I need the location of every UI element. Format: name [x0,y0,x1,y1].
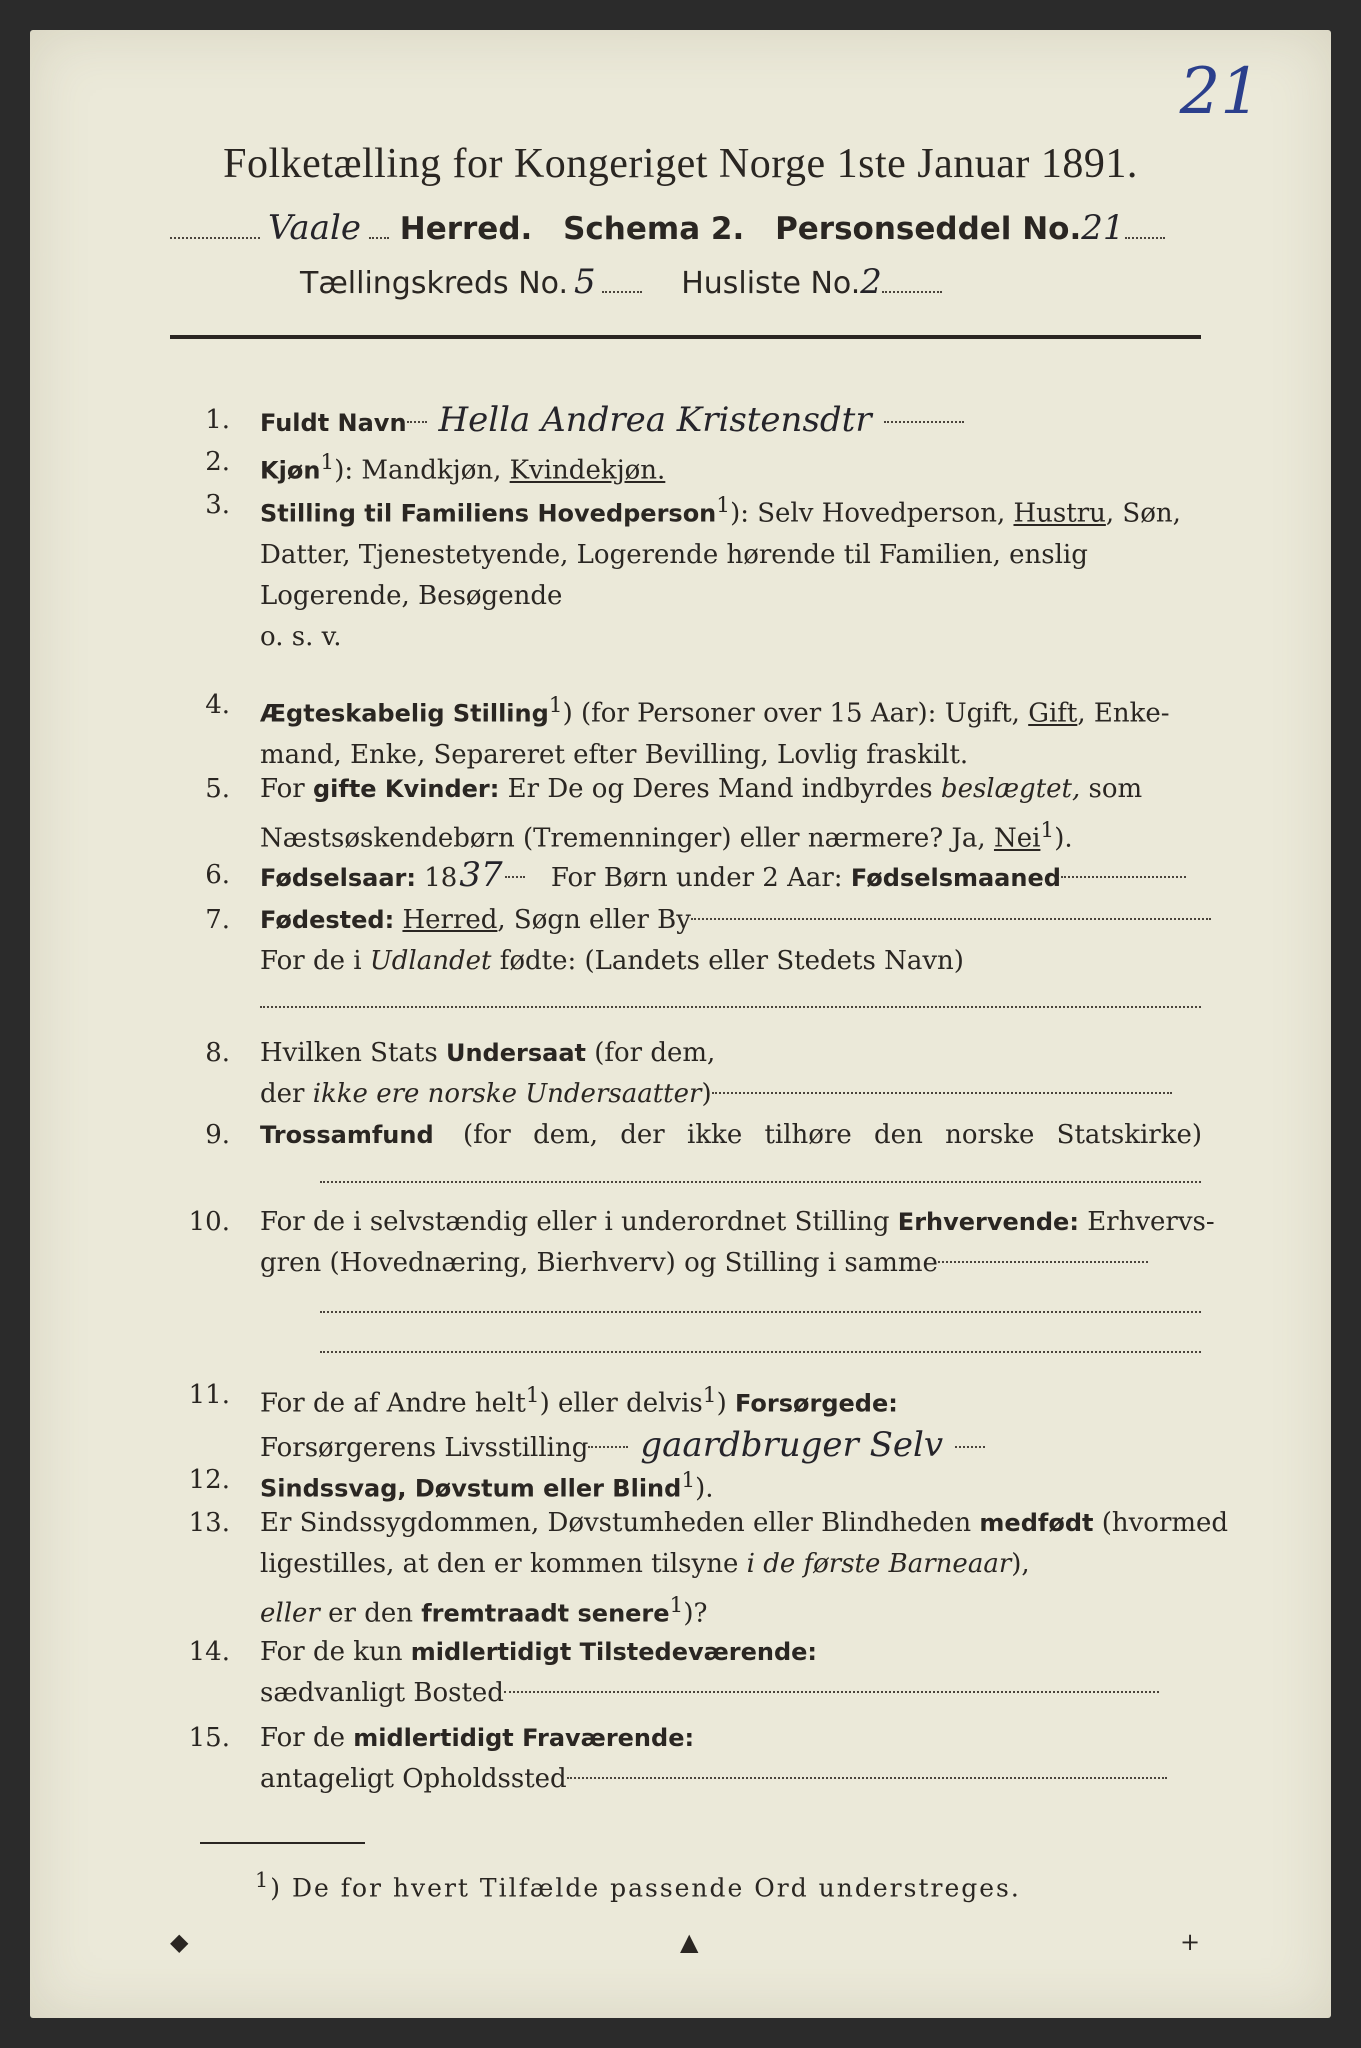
question-label: Fødselsmaaned [850,864,1061,892]
question-body [260,1202,1220,1284]
question-text: Er Sindssygdommen, Døvstumheden eller Blindheden [260,1508,972,1538]
footnote-text: ) De for hvert Tilfælde passende Ord understreges. [270,1873,1021,1903]
question-text: For [260,774,305,804]
question-body [260,1718,1220,1800]
question-number: 11. [188,1380,230,1410]
question-label: Ægteskabelig Stilling [260,699,549,728]
question-text: ligestilles, at den er kommen tilsyne [260,1549,739,1579]
question-text: ) [701,1079,712,1109]
question-label: Erhvervende: [897,1208,1079,1236]
question-label: Stilling til Familiens Hovedperson [260,499,717,528]
question-body [260,1503,1229,1635]
question-label: Kjøn [260,456,321,485]
question-label: midlertidigt Fraværende: [353,1724,695,1752]
question-body [260,1375,1220,1469]
question-line [260,1033,1220,1074]
footnote-ref: 1 [548,693,563,718]
question-line [260,1673,1220,1714]
form-title: Folketælling for Kongeriget Norge 1ste Januar 1891. [223,141,1138,187]
question-line [260,810,1220,860]
husliste-label: Husliste No. [681,266,861,301]
question-line [260,1074,1220,1115]
question-number: 5. [205,774,230,804]
page-number: 21 [1179,55,1261,129]
question-number: 6. [205,860,230,890]
question-text: sædvanligt Bosted [260,1678,504,1708]
option-underlined: Gift [1028,698,1078,729]
question-line [260,1375,1220,1425]
schema-label: Schema 2. [563,211,745,247]
dotted-fill [712,1091,1172,1094]
question-body [260,855,1220,899]
question-text: ) eller delvis [539,1388,703,1419]
dotted-fill [938,1260,1148,1263]
answer-dotline [320,1180,1201,1183]
question-text: )? [683,1598,708,1629]
option-text: Mandkjøn, [361,455,502,486]
question-label: Trossamfund [260,1121,434,1149]
dotted-fill [602,283,642,293]
question-label: Fødested: [260,906,395,934]
registration-mark-icon: ▲ [680,1928,699,1956]
header-line-1 [170,208,1201,248]
question-label: fremtraadt senere [421,1599,670,1628]
dotted-fill [955,1445,985,1448]
question-text: For de i selvstændig eller i underordnet Stilling [260,1207,890,1237]
question-number: 2. [205,447,230,477]
question-text: Hvilken Stats [260,1038,438,1068]
question-text: , Enke- [1077,698,1170,729]
question-number: 14. [188,1637,230,1667]
question-text: o. s. v. [260,621,342,652]
question-number: 10. [188,1207,230,1237]
footnote-ref: 1 [1040,818,1055,843]
question-italic: ikke ere norske Undersaatter [312,1079,702,1109]
dotted-fill [1061,875,1186,878]
question-text: For de [260,1723,345,1753]
answer-dotline [260,1005,1201,1008]
dotted-fill [1125,229,1165,239]
dotted-fill [407,420,427,423]
answer-dotline [320,1310,1201,1313]
question-line [260,769,1220,810]
dotted-fill [567,1776,1167,1779]
question-label: medfødt [979,1509,1094,1537]
question-label: Fuldt Navn [260,409,407,437]
footnote-ref: 1 [702,1383,717,1408]
question-line [260,1632,1220,1673]
question-text: (hvormed [1101,1508,1229,1538]
question-number: 8. [205,1038,230,1068]
question-text: For de i [260,946,362,976]
question-text: , Søgn eller By [497,905,691,935]
option-underlined: Hustru [1013,498,1106,529]
question-label: Undersaat [445,1039,586,1067]
footnote-marker: 1 [255,1868,271,1892]
question-text: ). [695,1473,714,1504]
question-number: 4. [205,690,230,720]
question-number: 1. [205,405,230,435]
full-name-value: Hella Andrea Kristensdtr [438,400,872,440]
question-text: Logerende, Besøgende [260,580,563,611]
question-line [260,1202,1220,1243]
question-text: (for dem, der ikke tilhøre den norske Statskirke) [462,1120,1202,1150]
question-text: Datter, Tjenestetyende, Logerende hørende til Familien, enslig [260,539,1088,570]
footnote-rule [200,1842,365,1844]
question-text: For de af Andre helt [260,1388,526,1419]
registration-mark-icon: ◆ [170,1928,189,1956]
question-italic: beslægtet, [940,774,1081,804]
kreds-label: Tællingskreds No. [300,266,568,301]
dotted-fill [884,420,964,423]
census-form-sheet [30,30,1331,2018]
question-line [260,1544,1220,1585]
year-prefix: 18 [424,863,458,893]
personseddel-label: Personseddel No. [775,211,1082,247]
question-text: gren (Hovednæring, Bierhverv) og Stilling i samme [260,1248,938,1278]
footnote-ref: 1 [320,450,335,475]
question-label: Fødselsaar: [260,864,416,892]
dotted-fill [369,229,389,239]
kreds-value: 5 [574,262,596,302]
question-body [260,769,1220,860]
option-underlined: Kvindekjøn. [509,455,666,486]
question-line [260,941,1220,982]
question-body [260,1115,1202,1156]
question-body [260,1033,1220,1115]
question-line [260,1243,1220,1284]
header-rule [170,335,1201,339]
question-line [260,900,1220,941]
footnote-ref: 1 [716,493,731,518]
footnote-ref: 1 [681,1468,696,1493]
question-text: er den [328,1598,413,1629]
question-line [260,685,1220,735]
question-text: fødte: (Landets eller Stedets Navn) [499,946,964,976]
question-text: ). [1054,823,1073,854]
question-text: Er De og Deres Mand indbyrdes [507,774,933,804]
question-text: ), [1011,1549,1030,1579]
question-text: Næstsøskendebørn (Tremenninger) eller nærmere? Ja, [260,823,986,854]
registration-mark-icon: + [1180,1928,1201,1956]
question-number: 9. [205,1120,230,1150]
question-text: ) (for Personer over 15 Aar): Ugift, [562,698,1020,729]
question-number: 12. [188,1465,230,1495]
question-body [260,400,1220,444]
footnote-ref: 1 [525,1383,540,1408]
question-body [260,1632,1220,1714]
question-label: Forsørgede: [734,1389,898,1418]
question-text: ) [716,1388,727,1419]
question-body [260,900,1220,982]
question-body [260,685,1220,776]
dotted-fill [505,875,525,878]
question-body [260,485,1220,658]
personseddel-value: 21 [1081,208,1125,248]
question-text: For de kun [260,1637,403,1667]
answer-dotline [320,1350,1201,1353]
header-line-2 [300,262,1331,302]
question-line [260,1585,1220,1635]
footnote [255,1868,1021,1902]
question-number: 15. [188,1723,230,1753]
footnote-ref: 1 [669,1593,684,1618]
question-label: midlertidigt Tilstedeværende: [410,1638,818,1666]
question-label: gifte Kvinder: [312,775,500,803]
question-text: For Børn under 2 Aar: [550,863,843,893]
provider-occupation-value: gaardbruger Selv [640,1424,944,1465]
dotted-fill [170,229,260,239]
question-number: 3. [205,490,230,520]
question-text: antageligt Opholdssted [260,1764,567,1794]
question-text: mand, Enke, Separeret efter Bevilling, Lovlig fraskilt. [260,739,969,770]
question-line [260,1759,1220,1800]
option-underlined: Herred [402,905,498,935]
option-underlined: Nei [993,823,1041,854]
question-line [260,485,1220,535]
question-text: Erhvervs- [1087,1207,1215,1237]
question-italic: Udlandet [369,946,492,976]
dotted-fill [882,283,942,293]
question-text: (for dem, [594,1038,716,1068]
herred-value: Vaale [268,208,361,248]
question-text: , Søn, [1105,498,1181,529]
question-text: ): [334,455,362,486]
birth-year-value: 37 [459,855,503,895]
question-text: Forsørgerens Livsstilling [260,1432,589,1463]
question-italic: eller [260,1598,320,1629]
herred-label: Herred. [399,211,533,247]
question-line [260,1718,1220,1759]
question-text: der [260,1079,305,1109]
question-text: ): Selv Hovedperson, [730,498,1006,529]
dotted-fill [691,917,1211,920]
question-text: som [1088,774,1143,804]
question-italic: i de første Barneaar [746,1549,1012,1579]
question-label: Sindssvag, Døvstum eller Blind [260,1474,682,1503]
question-number: 7. [205,905,230,935]
question-line [260,1503,1229,1544]
question-number: 13. [188,1508,230,1538]
dotted-fill [588,1445,628,1448]
husliste-value: 2 [860,262,882,302]
dotted-fill [504,1690,1159,1693]
